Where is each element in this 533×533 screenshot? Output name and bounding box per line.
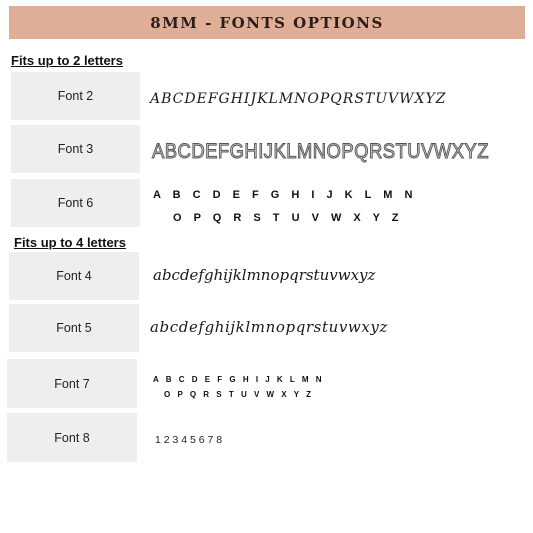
font-6-sample-row-2: O P Q R S T U V W X Y Z — [173, 212, 399, 224]
font-8-label: Font 8 — [54, 430, 90, 445]
font-5-sample: abcdefghijklmnopqrstuvwxyz — [150, 318, 388, 336]
font-7-label: Font 7 — [54, 376, 90, 391]
font-6-label-box — [11, 179, 140, 227]
font-7-label-box — [7, 359, 137, 408]
font-5-label: Font 5 — [56, 321, 92, 335]
font-7-sample-row-2: O P Q R S T U V W X Y Z — [164, 390, 312, 399]
font-2-sample: ABCDEFGHIJKLMNOPQRSTUVWXYZ — [150, 91, 447, 107]
font-4-label-box — [9, 252, 139, 300]
font-2-label-box — [11, 72, 140, 120]
page-title: 8MM - FONTS OPTIONS — [150, 13, 384, 32]
font-4-label: Font 4 — [56, 269, 92, 283]
font-2-label: Font 2 — [57, 89, 94, 103]
section-title-four-letters: Fits up to 4 letters — [14, 235, 126, 250]
font-6-label: Font 6 — [57, 196, 94, 210]
font-8-sample: 1 2 3 4 5 6 7 8 — [155, 434, 223, 446]
font-6-sample-row-1: A B C D E F G H I J K L M N — [153, 189, 413, 201]
font-3-label: Font 3 — [57, 142, 94, 156]
font-8-label-box — [7, 413, 137, 462]
font-4-sample: abcdefghijklmnopqrstuvwxyz — [153, 266, 376, 284]
header-banner — [9, 6, 525, 39]
section-title-two-letters: Fits up to 2 letters — [11, 53, 123, 68]
font-3-sample: ABCDEFGHIJKLMNOPQRSTUVWXYZ — [152, 140, 489, 163]
font-7-sample-row-1: A B C D E F G H I J K L M N — [153, 375, 322, 384]
font-5-label-box — [9, 304, 139, 352]
font-3-label-box — [11, 125, 140, 173]
